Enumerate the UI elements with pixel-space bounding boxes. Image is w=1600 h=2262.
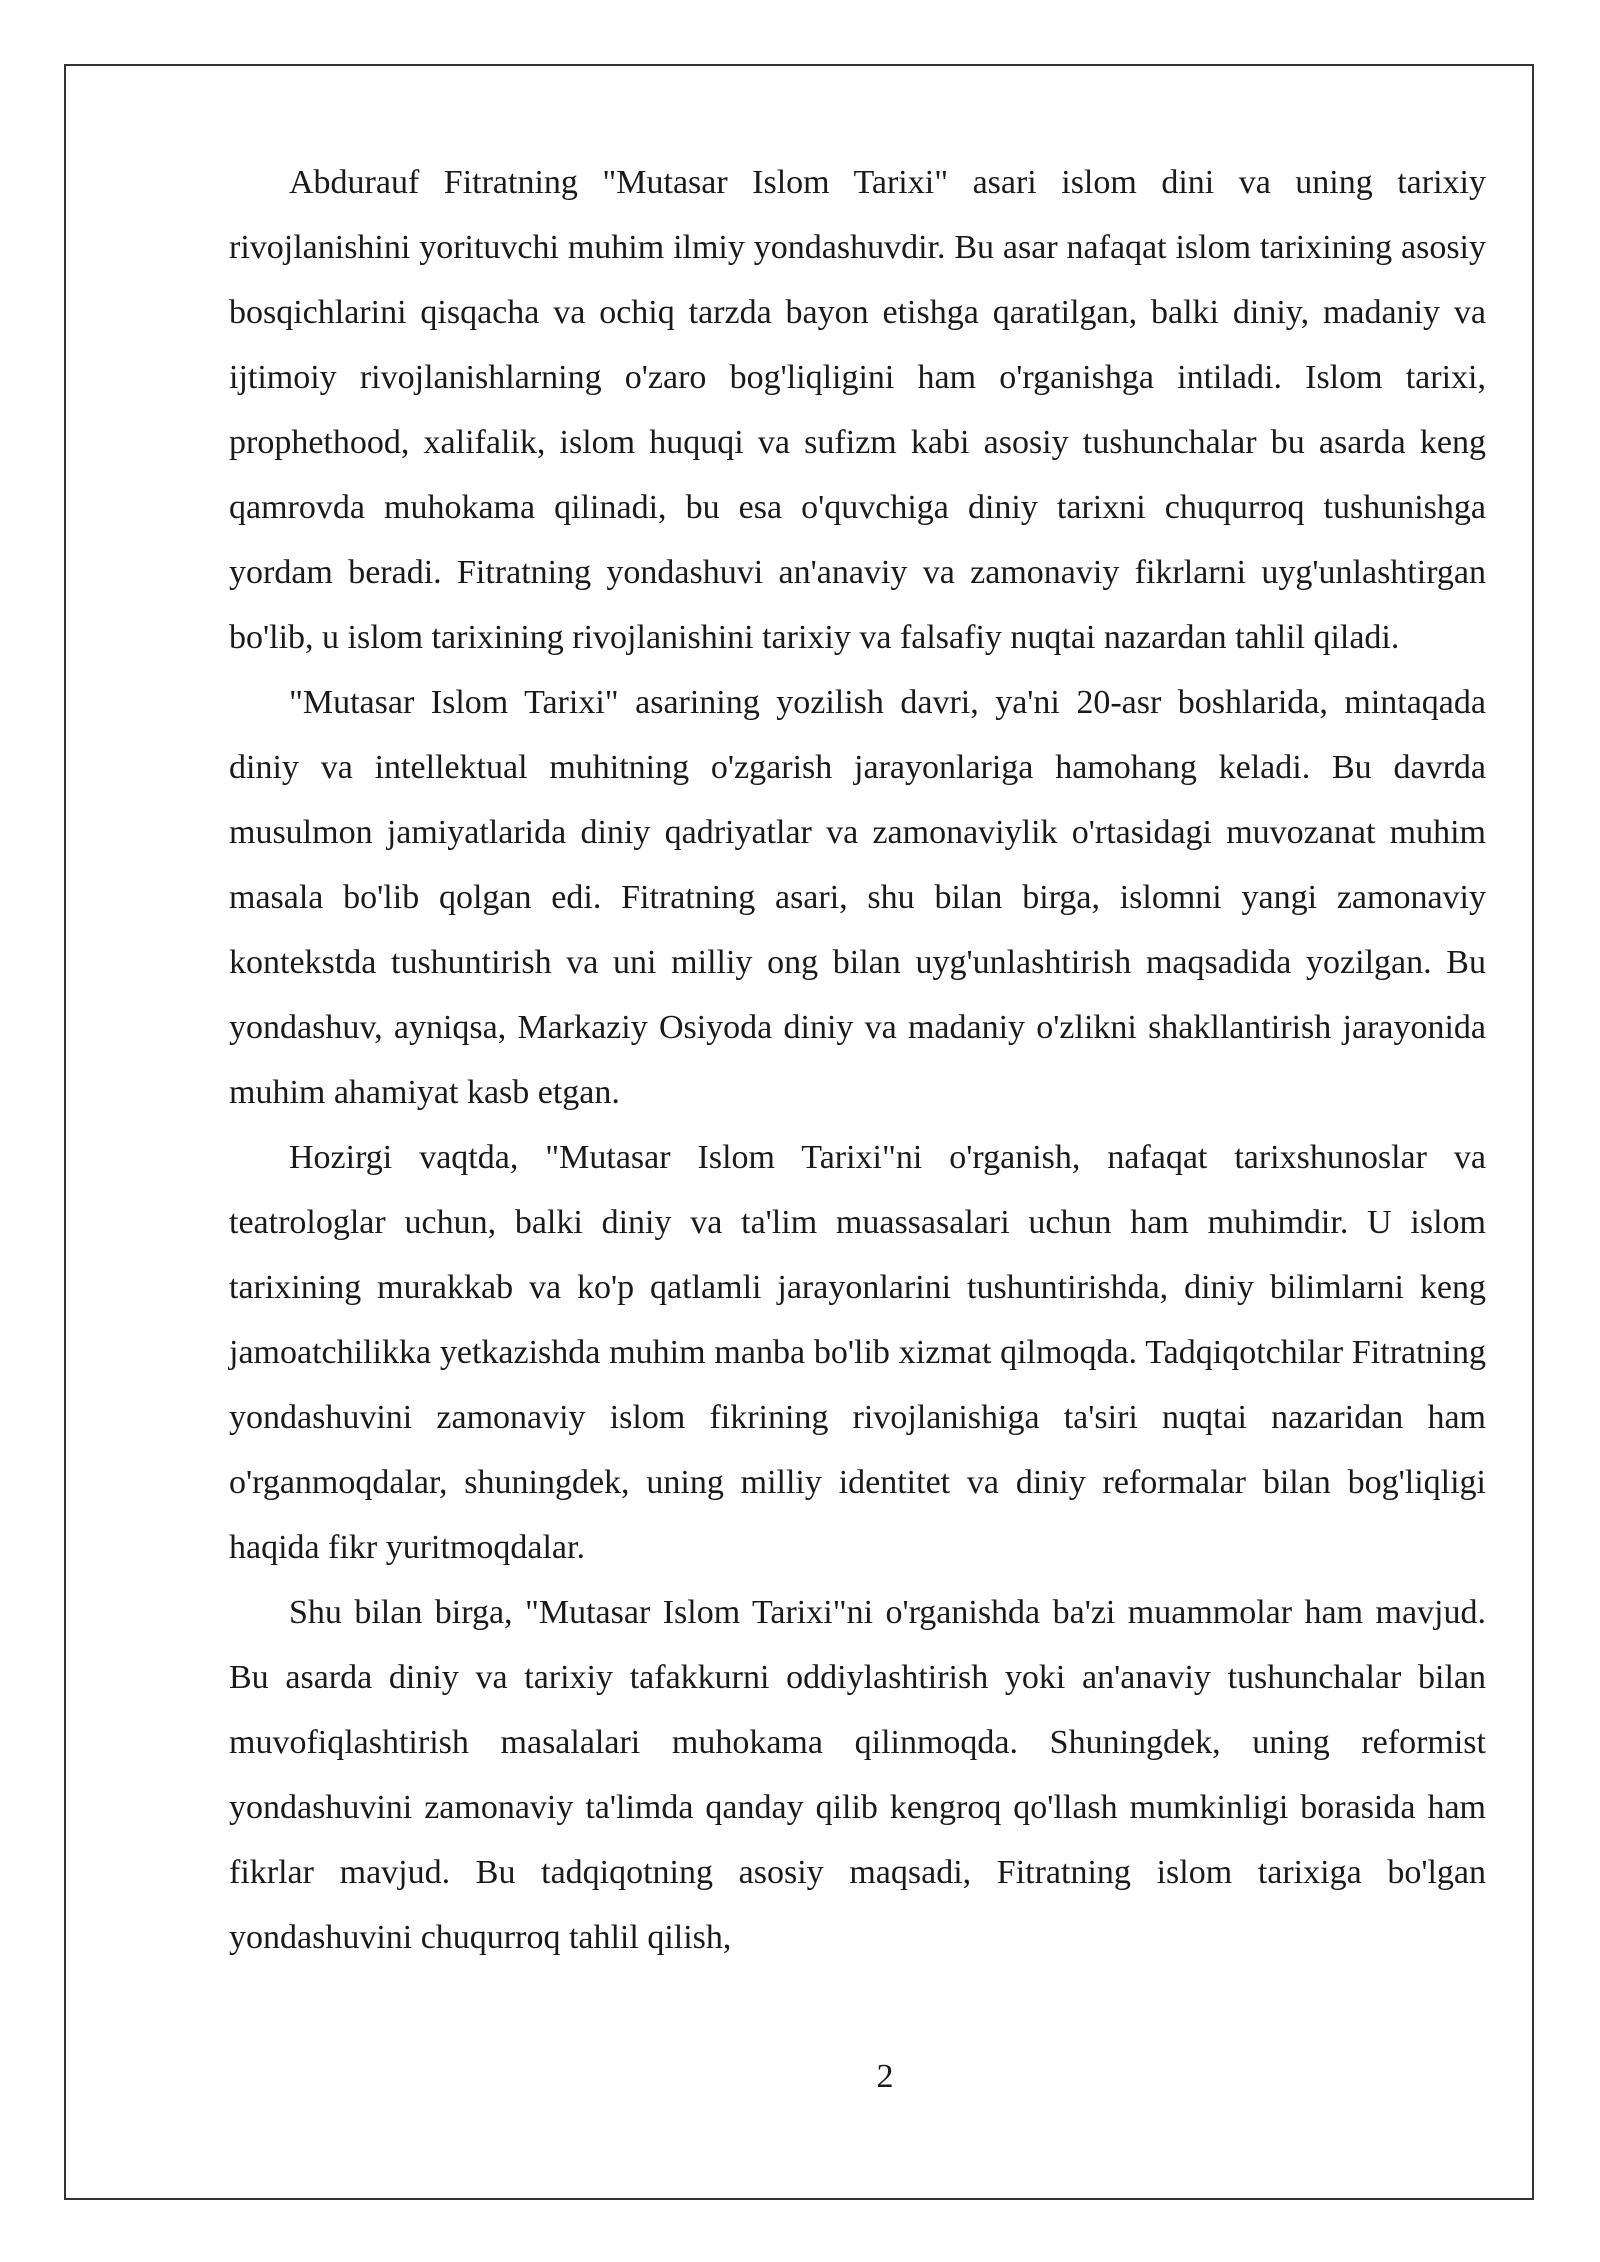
paragraph-4: Shu bilan birga, "Mutasar Islom Tarixi"ni o'rganishda ba'zi muammolar ham mavjud. Bu asarda diniy va tarixiy tafakkurni oddiylashtirish yoki an'anaviy tushunchalar bilan muvofiqlashtirish masalalari muhokama qilinmoqda. Shuningdek, uning reformist yondashuvini zamonaviy ta'limda qanday qilib kengroq qo'llash mumkinligi borasida ham fikrlar mavjud. Bu tadqiqotning asosiy maqsadi, Fitratning islom tarixiga bo'lgan yondashuvini chuqurroq tahlil qilish, [229, 1594, 1486, 1956]
page-number: 2 [876, 2058, 894, 2095]
document-body [229, 150, 1486, 1970]
paragraph-1: Abdurauf Fitratning "Mutasar Islom Tarixi" asari islom dini va uning tarixiy rivojlanishini yorituvchi muhim ilmiy yondashuvdir. Bu asar nafaqat islom tarixining asosiy bosqichlarini qisqacha va ochiq tarzda bayon etishga qaratilgan, balki diniy, madaniy va ijtimoiy rivojlanishlarning o'zaro bog'liqligini ham o'rganishga intiladi. Islom tarixi, prophethood, xalifalik, islom huquqi va sufizm kabi asosiy tushunchalar bu asarda keng qamrovda muhokama qilinadi, bu esa o'quvchiga diniy tarixni chuqurroq tushunishga yordam beradi. Fitratning yondashuvi an'anaviy va zamonaviy fikrlarni uyg'unlashtirgan bo'lib, u islom tarixining rivojlanishini tarixiy va falsafiy nuqtai nazardan tahlil qiladi. [229, 164, 1486, 656]
paragraph-3: Hozirgi vaqtda, "Mutasar Islom Tarixi"ni o'rganish, nafaqat tarixshunoslar va teatrologlar uchun, balki diniy va ta'lim muassasalari uchun ham muhimdir. U islom tarixining murakkab va ko'p qatlamli jarayonlarini tushuntirishda, diniy bilimlarni keng jamoatchilikka yetkazishda muhim manba bo'lib xizmat qilmoqda. Tadqiqotchilar Fitratning yondashuvini zamonaviy islom fikrining rivojlanishiga ta'siri nuqtai nazaridan ham o'rganmoqdalar, shuningdek, uning milliy identitet va diniy reformalar bilan bog'liqligi haqida fikr yuritmoqdalar. [229, 1139, 1486, 1566]
paragraph-2: "Mutasar Islom Tarixi" asarining yozilish davri, ya'ni 20-asr boshlarida, mintaqada diniy va intellektual muhitning o'zgarish jarayonlariga hamohang keladi. Bu davrda musulmon jamiyatlarida diniy qadriyatlar va zamonaviylik o'rtasidagi muvozanat muhim masala bo'lib qolgan edi. Fitratning asari, shu bilan birga, islomni yangi zamonaviy kontekstda tushuntirish va uni milliy ong bilan uyg'unlashtirish maqsadida yozilgan. Bu yondashuv, ayniqsa, Markaziy Osiyoda diniy va madaniy o'zlikni shakllantirish jarayonida muhim ahamiyat kasb etgan. [229, 684, 1486, 1111]
